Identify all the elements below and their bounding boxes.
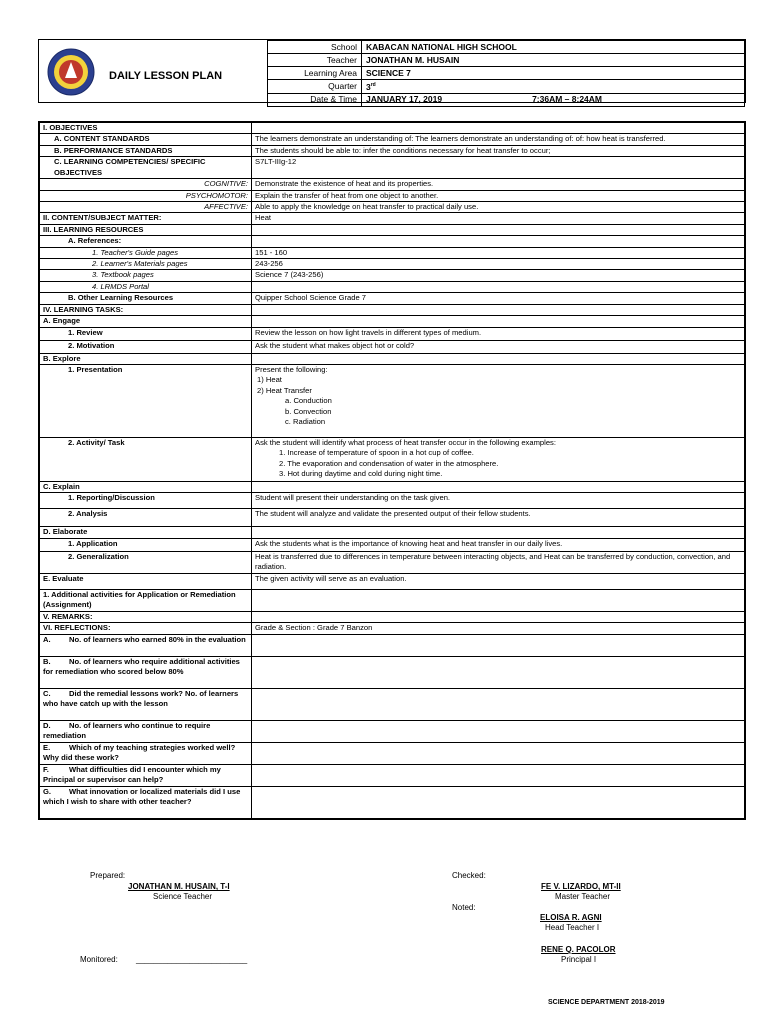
presentation-subitem: b. Convection <box>285 406 332 416</box>
references-label: A. References: <box>40 236 252 247</box>
ref-learners-materials-label: 2. Learner's Materials pages <box>40 259 252 270</box>
date-time-cell <box>362 93 745 106</box>
cognitive-label: COGNITIVE: <box>40 179 252 190</box>
noted-label: Noted: <box>452 903 476 912</box>
noted2-title: Principal I <box>561 955 597 964</box>
ref-textbook-label: 3. Textbook pages <box>40 270 252 281</box>
footer-department: SCIENCE DEPARTMENT 2018-2019 <box>548 999 665 1006</box>
grade-section-text: Grade & Section : Grade 7 Banzon <box>252 623 745 634</box>
prepared-name: JONATHAN M. HUSAIN, T-I <box>128 882 230 891</box>
school-value: KABACAN NATIONAL HIGH SCHOOL <box>362 41 745 54</box>
additional-activities-label: 1. Additional activities for Application or Remediation (Assignment) <box>40 589 252 611</box>
content-standards-text: The learners demonstrate an understanding of: The learners demonstrate an understanding of: of: how heat is transferred. <box>252 134 745 145</box>
cognitive-text: Demonstrate the existence of heat and its properties. <box>252 179 745 190</box>
time-value: 7:36AM – 8:24AM <box>532 94 602 105</box>
competencies-code: S7LT-IIIg-12 <box>252 157 745 179</box>
reflection-item-d: D. No. of learners who continue to require remediation <box>40 720 252 742</box>
other-resources-value: Quipper School Science Grade 7 <box>252 293 745 304</box>
ref-textbook-value: Science 7 (243-256) <box>252 270 745 281</box>
analysis-text: The student will analyze and validate the presented output of their fellow students. <box>252 509 745 527</box>
quarter-suffix: rd <box>370 82 376 88</box>
header-info-table <box>267 40 745 107</box>
explain-label: C. Explain <box>40 481 252 492</box>
activity-label: 2. Activity/ Task <box>40 437 252 481</box>
psychomotor-text: Explain the transfer of heat from one object to another. <box>252 190 745 201</box>
evaluate-text: The given activity will serve as an evaluation. <box>252 573 745 589</box>
review-label: 1. Review <box>40 327 252 340</box>
application-label: 1. Application <box>40 538 252 551</box>
competencies-label: C. LEARNING COMPETENCIES/ SPECIFIC OBJECTIVES <box>40 157 252 179</box>
content-label: II. CONTENT/SUBJECT MATTER: <box>40 213 252 224</box>
application-text: Ask the students what is the importance of knowing heat and heat transfer in our daily lives. <box>252 538 745 551</box>
quarter-value: 3 <box>366 81 371 92</box>
noted1-name: ELOISA R. AGNI <box>540 913 602 922</box>
ref-teachers-guide-value: 151 - 160 <box>252 247 745 258</box>
analysis-label: 2. Analysis <box>40 509 252 527</box>
lesson-plan-table <box>38 121 746 820</box>
resources-heading: III. LEARNING RESOURCES <box>40 224 252 235</box>
activity-item: 2. The evaporation and condensation of water in the atmosphere. <box>279 458 499 468</box>
generalization-text: Heat is transferred due to differences in temperature between interacting objects, and Heat can be transferred by conduction, convection, and radiation. <box>252 551 745 573</box>
presentation-cell <box>252 364 745 437</box>
explore-label: B. Explore <box>40 353 252 364</box>
header-box <box>38 39 746 103</box>
content-standards-label: A. CONTENT STANDARDS <box>40 134 252 145</box>
presentation-label: 1. Presentation <box>40 364 252 437</box>
reporting-label: 1. Reporting/Discussion <box>40 493 252 509</box>
reflection-item-g: G. What innovation or localized materials did I use which I wish to share with other teacher? <box>40 786 252 818</box>
elaborate-label: D. Elaborate <box>40 527 252 538</box>
monitored-line: _________________________ <box>136 955 248 964</box>
quarter-label: Quarter <box>268 80 362 94</box>
objectives-heading: I. OBJECTIVES <box>40 123 252 134</box>
motivation-text: Ask the student what makes object hot or cold? <box>252 340 745 353</box>
activity-cell <box>252 437 745 481</box>
activity-item: 3. Hot during daytime and cold during night time. <box>279 469 443 479</box>
affective-label: AFFECTIVE: <box>40 202 252 213</box>
checked-title: Master Teacher <box>555 892 610 901</box>
performance-standards-label: B. PERFORMANCE STANDARDS <box>40 145 252 156</box>
reflection-item-c: C. Did the remedial lessons work? No. of learners who have catch up with the lesson <box>40 688 252 720</box>
review-text: Review the lesson on how light travels in different types of medium. <box>252 327 745 340</box>
engage-label: A. Engage <box>40 316 252 327</box>
performance-standards-text: The students should be able to: infer the conditions necessary for heat transfer to occur; <box>252 145 745 156</box>
presentation-item: 1) Heat <box>257 375 282 385</box>
noted1-title: Head Teacher I <box>545 923 600 932</box>
motivation-label: 2. Motivation <box>40 340 252 353</box>
learning-area-label: Learning Area <box>268 67 362 80</box>
other-resources-label: B. Other Learning Resources <box>40 293 252 304</box>
checked-name: FE V. LIZARDO, MT-II <box>541 882 621 891</box>
evaluate-label: E. Evaluate <box>40 573 252 589</box>
document-title: DAILY LESSON PLAN <box>109 70 223 82</box>
prepared-label: Prepared: <box>90 871 126 880</box>
prepared-title: Science Teacher <box>153 892 212 901</box>
noted2-name: RENE Q. PACOLOR <box>541 945 616 954</box>
checked-label: Checked: <box>452 871 486 880</box>
ref-lrmds-label: 4. LRMDS Portal <box>40 281 252 292</box>
ref-teachers-guide-label: 1. Teacher's Guide pages <box>40 247 252 258</box>
presentation-intro: Present the following: <box>255 364 328 374</box>
presentation-item: 2) Heat Transfer <box>257 385 312 395</box>
remarks-label: V. REMARKS: <box>40 611 252 622</box>
school-label: School <box>268 41 362 54</box>
reflection-item-f: F. What difficulties did I encounter which my Principal or supervisor can help? <box>40 764 252 786</box>
reporting-text: Student will present their understanding on the task given. <box>252 493 745 509</box>
presentation-subitem: c. Radiation <box>285 416 326 426</box>
date-value: JANUARY 17, 2019 <box>366 94 443 105</box>
teacher-value: JONATHAN M. HUSAIN <box>362 54 745 67</box>
generalization-label: 2. Generalization <box>40 551 252 573</box>
presentation-subitem: a. Conduction <box>285 396 332 406</box>
reflections-label: VI. REFLECTIONS: <box>40 623 252 634</box>
reflection-item-a: A. No. of learners who earned 80% in the evaluation <box>40 634 252 656</box>
psychomotor-label: PSYCHOMOTOR: <box>40 190 252 201</box>
deped-seal-logo <box>47 48 95 96</box>
monitored-label: Monitored: <box>80 955 118 964</box>
learning-tasks-heading: IV. LEARNING TASKS: <box>40 304 252 315</box>
reflection-item-b: B. No. of learners who require additional activities for remediation who scored below 80% <box>40 656 252 688</box>
affective-text: Able to apply the knowledge on heat transfer to practical daily use. <box>252 202 745 213</box>
learning-area-value: SCIENCE 7 <box>362 67 745 80</box>
activity-intro: Ask the student will identify what process of heat transfer occur in the following examples: <box>255 437 556 447</box>
activity-item: 1. Increase of temperature of spoon in a hot cup of coffee. <box>279 448 474 458</box>
teacher-label: Teacher <box>268 54 362 67</box>
reflection-item-e: E. Which of my teaching strategies worked well? Why did these work? <box>40 742 252 764</box>
date-time-label: Date & Time <box>268 93 362 106</box>
ref-learners-materials-value: 243-256 <box>252 259 745 270</box>
quarter-cell <box>362 80 745 94</box>
content-text: Heat <box>252 213 745 224</box>
